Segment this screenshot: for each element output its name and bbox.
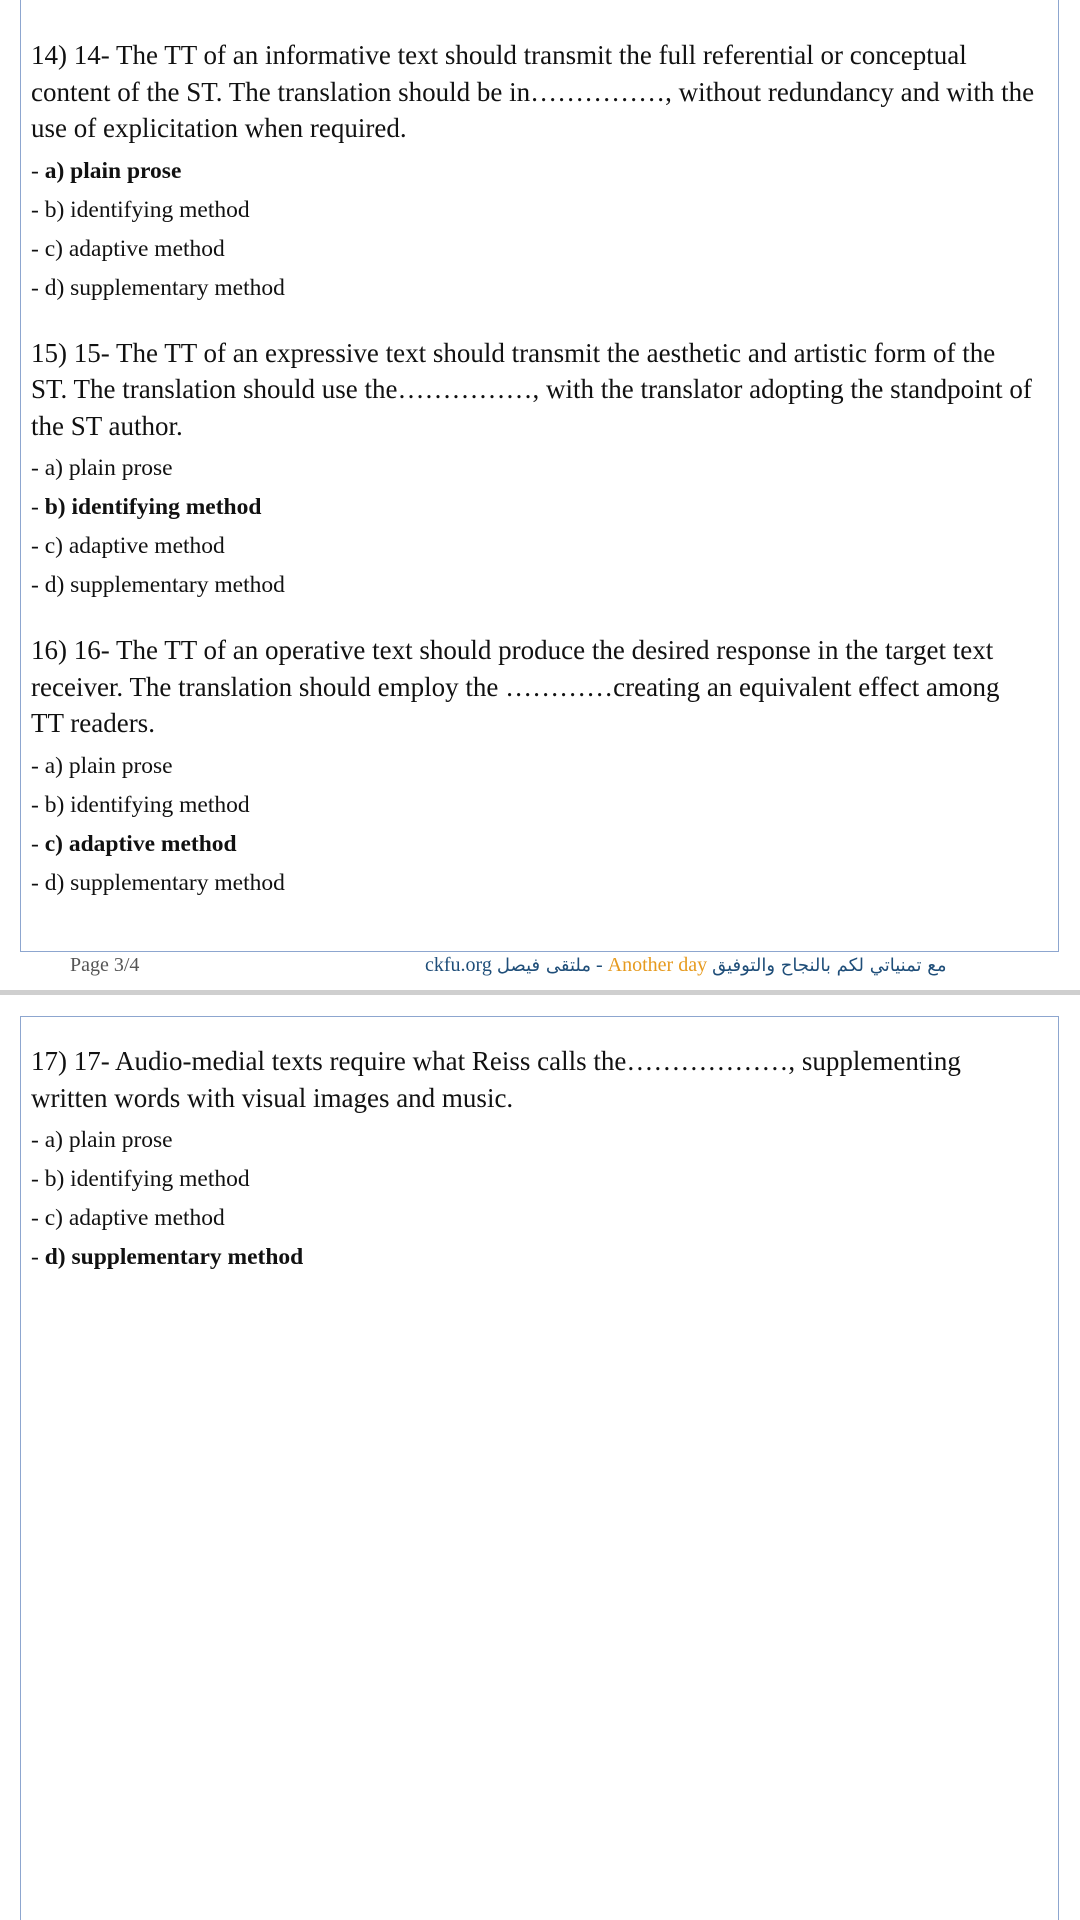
option-d: - d) supplementary method (31, 869, 285, 896)
page-number: Page 3/4 (70, 954, 140, 976)
option-b: - b) identifying method (31, 494, 262, 520)
option-d: - d) supplementary method (31, 1244, 304, 1270)
option-a: - a) plain prose (31, 455, 173, 481)
option-b: - b) identifying method (31, 196, 250, 223)
option-c: - c) adaptive method (31, 235, 225, 262)
site-link[interactable]: ckfu.org (425, 954, 492, 976)
footer-separator: - (590, 954, 608, 976)
question-17 (31, 1043, 1036, 1277)
option-label: d) supplementary method (44, 572, 285, 598)
option-label: b) identifying method (44, 196, 250, 223)
forum-name: ملتقى فيصل (496, 955, 591, 976)
page-3 (20, 0, 1059, 952)
option-label: c) adaptive method (44, 533, 225, 559)
option-c: - c) adaptive method (31, 1205, 225, 1231)
option-label: a) plain prose (44, 752, 173, 779)
option-label: c) adaptive method (44, 1205, 225, 1231)
option-c: - c) adaptive method (31, 830, 237, 857)
question-16 (31, 632, 1036, 903)
page-3-content (31, 37, 1036, 930)
footer-wish: مع تمنياتي لكم بالنجاح والتوفيق (712, 955, 947, 976)
option-label: b) identifying method (44, 494, 262, 520)
question-text: 16) 16- The TT of an operative text should produce the desired response in the target text receiver. The translation should employ the …………creating an equivalent effect among TT readers. (31, 635, 1000, 738)
page-footer (0, 952, 1080, 988)
option-b: - b) identifying method (31, 1166, 250, 1192)
question-14 (31, 37, 1036, 308)
option-b: - b) identifying method (31, 791, 250, 818)
option-label: a) plain prose (44, 157, 182, 184)
option-d: - d) supplementary method (31, 572, 285, 598)
option-a: - a) plain prose (31, 752, 173, 779)
page-separator (0, 990, 1080, 995)
page-4-content (31, 1043, 1036, 1304)
option-a: - a) plain prose (31, 1127, 173, 1153)
option-label: d) supplementary method (44, 274, 285, 301)
option-c: - c) adaptive method (31, 533, 225, 559)
option-a: - a) plain prose (31, 157, 182, 184)
option-label: d) supplementary method (44, 869, 285, 896)
question-text: 15) 15- The TT of an expressive text should transmit the aesthetic and artistic form of the ST. The translation should use the……………, with the translator adopting the standpoint of the ST author. (31, 337, 1032, 441)
page-4 (20, 1016, 1059, 1920)
option-label: a) plain prose (44, 1127, 173, 1153)
option-label: d) supplementary method (44, 1244, 304, 1270)
option-label: b) identifying method (44, 1166, 250, 1192)
author-name: Another day (607, 954, 708, 976)
question-text: 17) 17- Audio-medial texts require what Reiss calls the………………, supplementing written words with visual images and music. (31, 1046, 961, 1113)
option-label: c) adaptive method (44, 235, 225, 262)
question-15 (31, 335, 1036, 606)
question-text: 14) 14- The TT of an informative text should transmit the full referential or conceptual content of the ST. The translation should be in……………, without redundancy and with the use of explicitation when required. (31, 40, 1035, 143)
option-label: b) identifying method (44, 791, 250, 818)
option-label: c) adaptive method (44, 830, 237, 857)
option-d: - d) supplementary method (31, 274, 285, 301)
footer-credits (425, 954, 946, 977)
option-label: a) plain prose (44, 455, 173, 481)
